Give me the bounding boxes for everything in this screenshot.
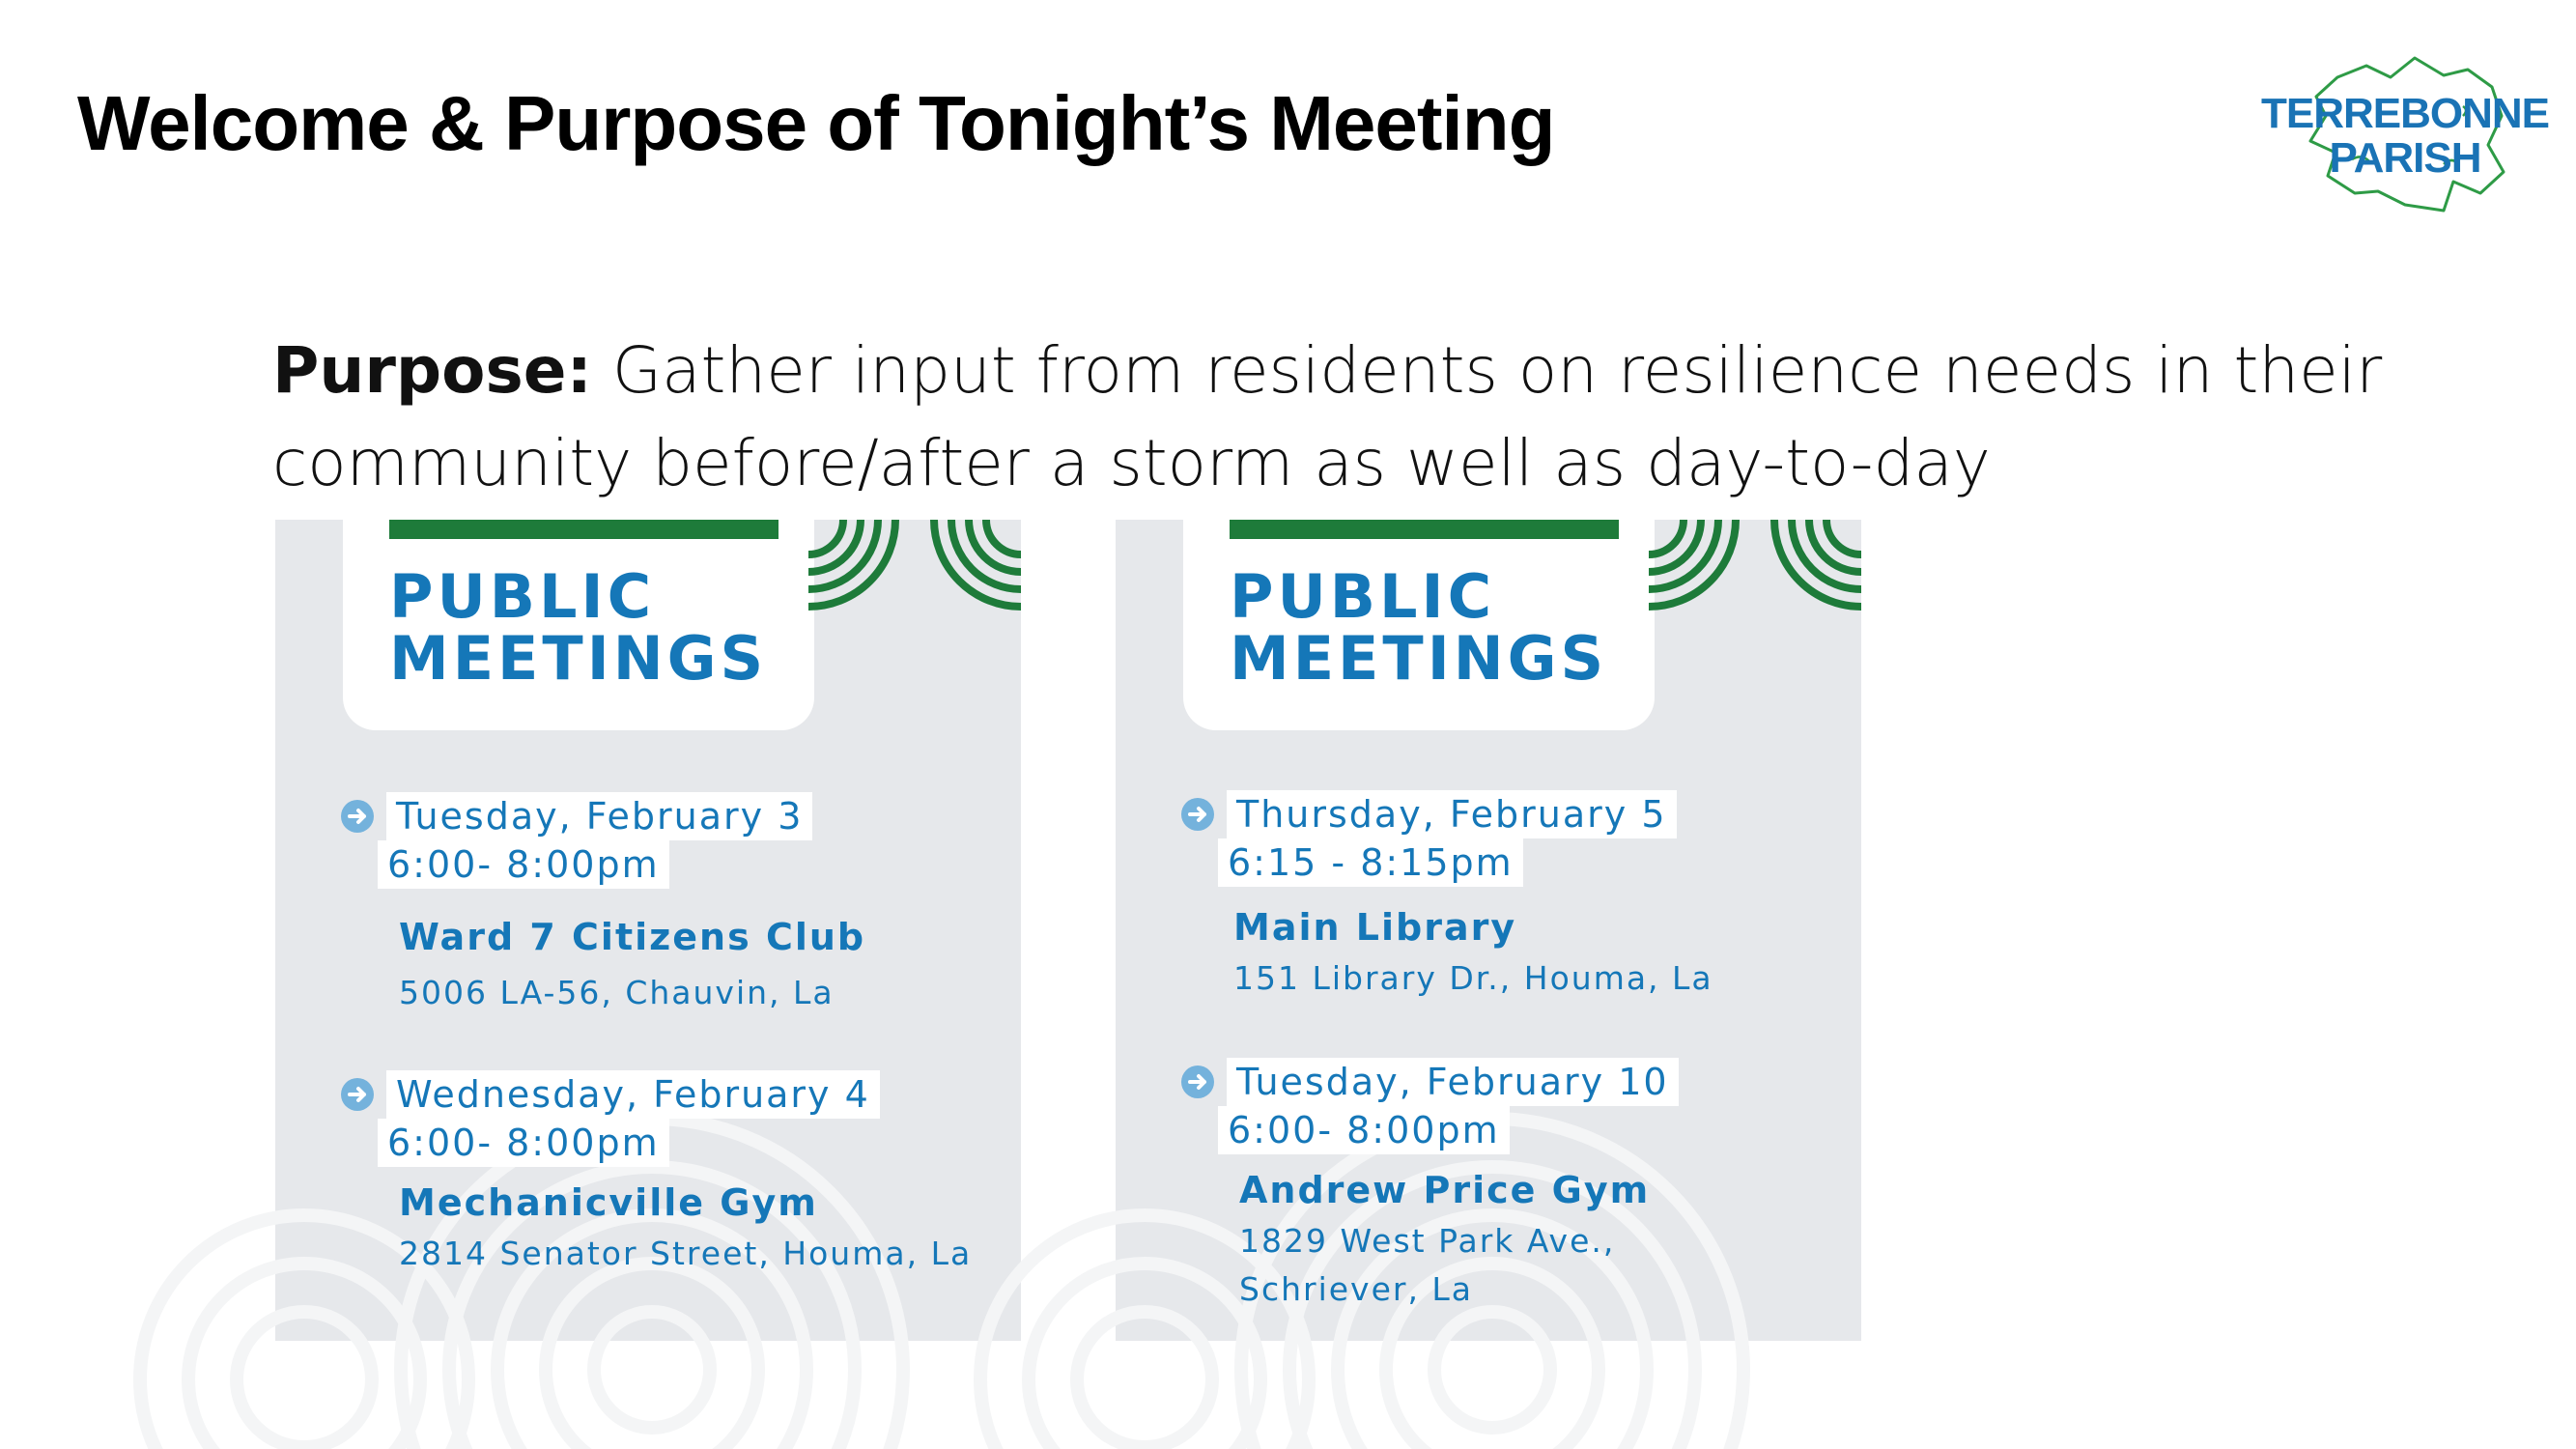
accent-bar <box>389 520 778 539</box>
event-time: 6:00- 8:00pm <box>1218 1106 1510 1154</box>
event-date: Wednesday, February 4 <box>386 1070 880 1119</box>
arrow-right-circle-icon <box>341 1078 374 1111</box>
event-address-line1: 1829 West Park Ave., <box>1239 1222 1616 1260</box>
purpose-text: Gather input from residents on resilience needs in their community before/after a storm as well as day-to-day <box>272 333 2383 500</box>
arrow-right-circle-icon <box>1181 798 1214 831</box>
event-venue: Ward 7 Citizens Club <box>399 916 866 958</box>
green-arcs-icon <box>1649 520 1861 616</box>
event-address: 2814 Senator Street, Houma, La <box>399 1235 973 1272</box>
public-meetings-flyer-2 <box>1116 520 1861 1341</box>
event-venue: Andrew Price Gym <box>1239 1169 1651 1211</box>
arrow-right-circle-icon <box>341 800 374 833</box>
event-date: Thursday, February 5 <box>1227 790 1677 838</box>
event-time: 6:15 - 8:15pm <box>1218 838 1523 887</box>
logo-text-line1: TERREBONNE <box>2260 90 2550 137</box>
card-title-line2: MEETINGS <box>389 623 768 694</box>
green-arcs-icon <box>808 520 1021 616</box>
event-address: 5006 LA-56, Chauvin, La <box>399 974 835 1011</box>
purpose-label: Purpose: <box>272 333 592 408</box>
card-title-line1: PUBLIC <box>1230 561 1496 632</box>
card-title-line1: PUBLIC <box>389 561 656 632</box>
card-title-line2: MEETINGS <box>1230 623 1608 694</box>
event-time: 6:00- 8:00pm <box>378 840 669 889</box>
terrebonne-parish-logo <box>2260 48 2550 222</box>
card-header <box>1183 520 1655 730</box>
logo-text-line2: PARISH <box>2329 134 2481 182</box>
event-venue: Mechanicville Gym <box>399 1181 818 1224</box>
parish-outline-icon <box>2260 48 2550 222</box>
public-meetings-flyer-1 <box>275 520 1021 1341</box>
event-venue: Main Library <box>1233 906 1517 949</box>
event-date: Tuesday, February 10 <box>1227 1058 1679 1106</box>
event-address-line2: Schriever, La <box>1239 1270 1474 1308</box>
event-date: Tuesday, February 3 <box>386 792 812 840</box>
purpose-statement <box>272 325 2446 510</box>
card-title <box>1230 561 1608 694</box>
accent-bar <box>1230 520 1619 539</box>
arrow-right-circle-icon <box>1181 1065 1214 1098</box>
event-time: 6:00- 8:00pm <box>378 1119 669 1167</box>
slide-title: Welcome & Purpose of Tonight’s Meeting <box>77 80 1555 166</box>
event-address: 151 Library Dr., Houma, La <box>1233 959 1713 997</box>
card-header <box>343 520 814 730</box>
card-title <box>389 561 768 694</box>
